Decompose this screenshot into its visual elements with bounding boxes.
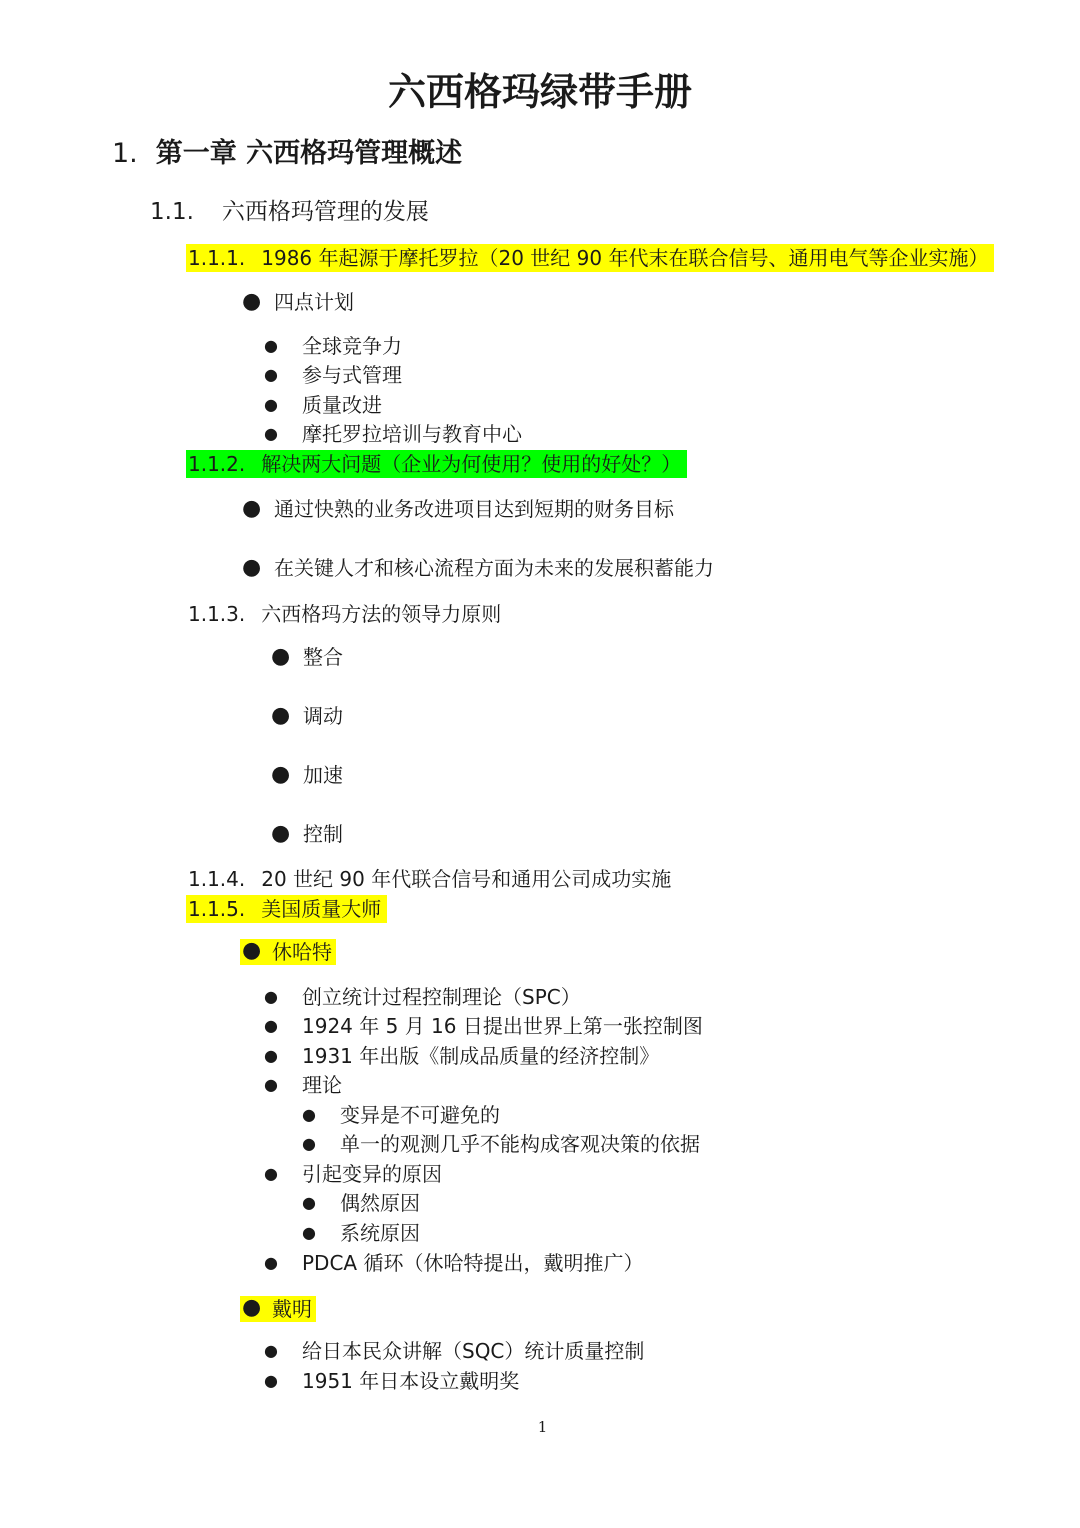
bullet-icon: ●	[242, 555, 262, 580]
list-item	[264, 1044, 659, 1068]
bullet-icon: ●	[264, 424, 278, 443]
chapter-heading	[112, 138, 462, 170]
subsection-1-1-2	[186, 450, 687, 478]
subsection-number: 1.1.2.	[188, 452, 246, 476]
subsection-number: 1.1.5.	[188, 897, 246, 921]
list-item	[302, 1191, 420, 1215]
list-item	[264, 1014, 703, 1038]
subsection-text: 20 世纪 90 年代联合信号和通用公司成功实施	[261, 867, 672, 891]
list-item-text: 休哈特	[272, 940, 332, 964]
bullet-icon: ●	[302, 1105, 316, 1124]
list-item	[264, 1162, 442, 1186]
section-text: 六西格玛管理的发展	[221, 199, 429, 225]
list-item-text: 给日本民众讲解（SQC）统计质量控制	[302, 1339, 645, 1363]
subsection-text: 1986 年起源于摩托罗拉（20 世纪 90 年代末在联合信号、通用电气等企业实施）	[261, 246, 989, 270]
section-number: 1.1.	[150, 199, 194, 225]
list-item	[242, 497, 674, 521]
bullet-icon: ●	[264, 1253, 278, 1272]
list-item	[271, 645, 343, 669]
list-item	[264, 363, 402, 387]
list-item	[264, 1369, 519, 1393]
section-heading	[150, 199, 429, 227]
list-item-text: 变异是不可避免的	[340, 1103, 500, 1127]
list-item-text: 在关键人才和核心流程方面为未来的发展积蓄能力	[274, 556, 714, 580]
list-item-text: 戴明	[272, 1297, 312, 1321]
bullet-icon: ●	[302, 1223, 316, 1242]
list-item-text: 质量改进	[302, 393, 382, 417]
page-number: 1	[537, 1418, 548, 1436]
bullet-icon: ●	[271, 644, 291, 669]
bullet-icon: ●	[271, 821, 291, 846]
list-item-text: 1951 年日本设立戴明奖	[302, 1369, 520, 1393]
list-item	[264, 1339, 644, 1363]
bullet-icon: ●	[264, 1075, 278, 1094]
chapter-text: 第一章 六西格玛管理概述	[155, 138, 463, 169]
bullet-icon: ●	[264, 395, 278, 414]
list-item-text: 四点计划	[274, 290, 354, 314]
list-item-text: 单一的观测几乎不能构成客观决策的依据	[340, 1132, 700, 1156]
bullet-icon: ●	[242, 289, 262, 314]
bullet-icon: ●	[302, 1134, 316, 1153]
bullet-icon: ●	[302, 1193, 316, 1212]
list-item-text: 加速	[303, 763, 343, 787]
list-item	[271, 704, 343, 728]
list-item-text: 引起变异的原因	[302, 1162, 442, 1186]
subsection-text: 美国质量大师	[261, 897, 382, 921]
bullet-icon: ●	[264, 1016, 278, 1035]
list-item	[264, 334, 402, 358]
list-item	[264, 422, 522, 446]
list-item-text: PDCA 循环（休哈特提出，戴明推广）	[302, 1251, 644, 1275]
list-item-text: 控制	[303, 822, 343, 846]
bullet-icon: ●	[264, 1341, 278, 1360]
bullet-icon: ●	[271, 762, 291, 787]
list-item	[271, 822, 343, 846]
list-item-text: 1931 年出版《制成品质量的经济控制》	[302, 1044, 660, 1068]
list-item-text: 1924 年 5 月 16 日提出世界上第一张控制图	[302, 1014, 703, 1038]
list-item	[271, 763, 343, 787]
list-item-text: 系统原因	[340, 1221, 420, 1245]
bullet-icon: ●	[264, 1164, 278, 1183]
list-item	[264, 1251, 643, 1275]
list-item-deming	[240, 1296, 316, 1322]
subsection-number: 1.1.4.	[188, 867, 246, 891]
subsection-text: 六西格玛方法的领导力原则	[261, 602, 502, 626]
list-item	[264, 1073, 342, 1097]
subsection-1-1-4	[188, 865, 677, 893]
list-item-text: 摩托罗拉培训与教育中心	[302, 422, 522, 446]
subsection-text: 解决两大问题（企业为何使用？使用的好处？）	[261, 452, 682, 476]
list-item-text: 通过快熟的业务改进项目达到短期的财务目标	[274, 497, 674, 521]
bullet-icon: ●	[271, 703, 291, 728]
list-item-four-point	[242, 290, 354, 314]
bullet-icon: ●	[242, 496, 262, 521]
list-item-text: 偶然原因	[340, 1191, 420, 1215]
list-item-text: 整合	[303, 645, 343, 669]
list-item-shewhart	[240, 939, 336, 965]
list-item-text: 全球竞争力	[302, 334, 402, 358]
subsection-1-1-5	[186, 895, 387, 923]
bullet-icon: ●	[242, 938, 262, 963]
list-item	[302, 1221, 420, 1245]
list-item	[302, 1132, 700, 1156]
list-item-text: 参与式管理	[302, 363, 402, 387]
bullet-icon: ●	[242, 1295, 262, 1320]
subsection-1-1-1	[186, 244, 994, 272]
document-title: 六西格玛绿带手册	[387, 70, 692, 114]
bullet-icon: ●	[264, 987, 278, 1006]
bullet-icon: ●	[264, 365, 278, 384]
bullet-icon: ●	[264, 1046, 278, 1065]
chapter-number: 1.	[112, 138, 138, 169]
bullet-icon: ●	[264, 336, 278, 355]
subsection-1-1-3	[188, 600, 507, 628]
bullet-icon: ●	[264, 1371, 278, 1390]
list-item-text: 创立统计过程控制理论（SPC）	[302, 985, 581, 1009]
list-item-text: 调动	[303, 704, 343, 728]
list-item	[302, 1103, 500, 1127]
list-item	[264, 985, 581, 1009]
list-item	[264, 393, 382, 417]
subsection-number: 1.1.3.	[188, 602, 246, 626]
subsection-number: 1.1.1.	[188, 246, 246, 270]
list-item	[242, 556, 714, 580]
list-item-text: 理论	[302, 1073, 342, 1097]
